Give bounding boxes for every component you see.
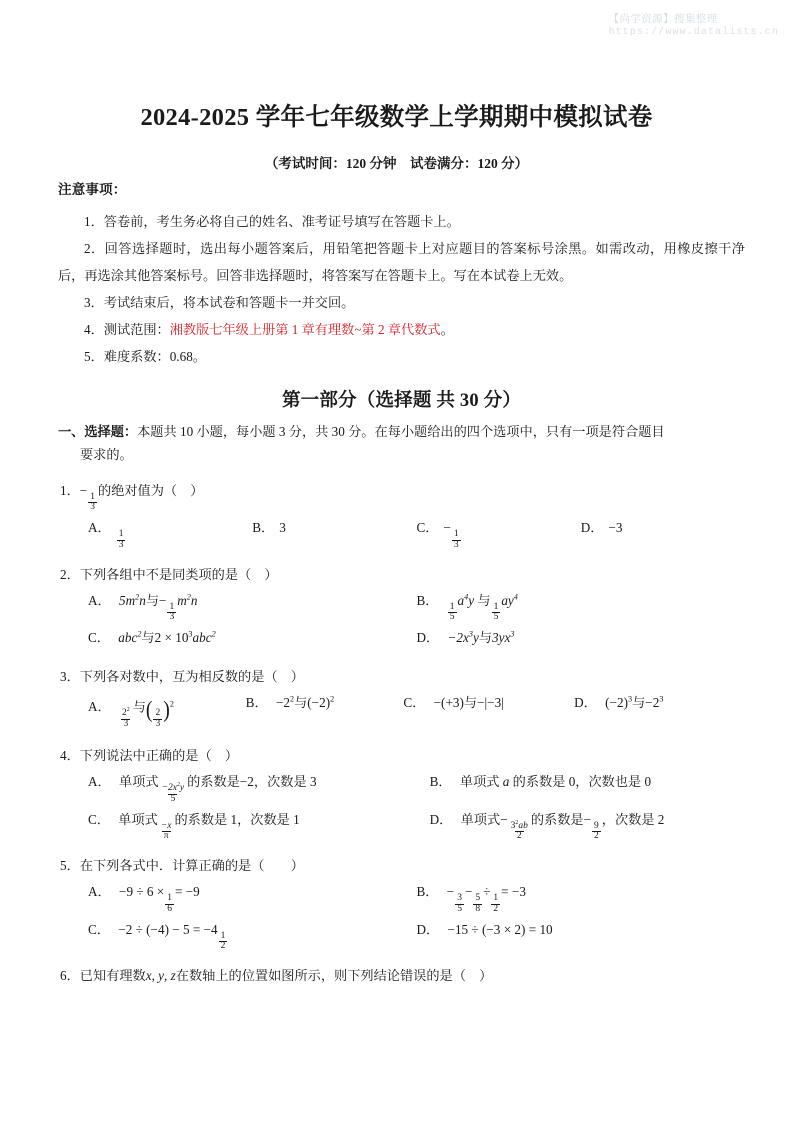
question-1-stem-tail: 的绝对值为（ ） bbox=[97, 482, 204, 498]
notice-item-2: 2．回答选择题时，选出每小题答案后，用铅笔把答题卡上对应题目的答案标号涂黑。如需改动，用橡皮擦干净后，再选涂其他答案标号。回答非选择题时，将答案写在答题卡上。写在本试卷上无效。 bbox=[58, 241, 745, 284]
option-c[interactable]: C． −(+3)与−|−3| bbox=[403, 694, 504, 710]
notice-item-4 bbox=[58, 316, 745, 343]
section-lead-text2: 要求的。 bbox=[80, 447, 133, 463]
watermark bbox=[609, 12, 779, 40]
option-a[interactable]: A． $\frac{2^2}{3}$ 与( $\frac{2}{3}$ )$^2$ bbox=[88, 697, 174, 730]
section-lead bbox=[58, 421, 745, 466]
option-b[interactable]: B． $-2^2$与$(-2)^2$ bbox=[245, 694, 335, 710]
notice-item-1: 1．答卷前，考生务必将自己的姓名、准考证号填写在答题卡上。 bbox=[84, 214, 460, 229]
question-1 bbox=[58, 479, 745, 551]
page-title: 2024-2025 学年七年级数学上学期期中模拟试卷 bbox=[140, 104, 653, 131]
fraction: $\frac{1}{3}$ bbox=[453, 529, 459, 550]
notice-item-5: 5．难度系数：0.68。 bbox=[84, 349, 206, 365]
question-4-options bbox=[58, 767, 745, 842]
minus-sign: − bbox=[79, 482, 88, 498]
question-3 bbox=[58, 665, 745, 733]
option-a[interactable]: A． $\frac{1}{3}$ bbox=[88, 520, 124, 550]
option-b[interactable]: B． 3 bbox=[252, 520, 286, 536]
option-c[interactable]: C． 单项式 $\frac{-x}{\pi}$ 的系数是 1，次数是 1 bbox=[88, 811, 300, 842]
notice-item-4-suffix: 。 bbox=[440, 322, 454, 338]
fraction-one-third: $\frac{1}{3}$ bbox=[90, 491, 95, 513]
question-6-stem: 6．已知有理数x, y, z在数轴上的位置如图所示，则下列结论错误的是（ ） bbox=[60, 967, 493, 983]
notice-item-4-scope: 湘教版七年级上册第 1 章有理数~第 2 章代数式 bbox=[169, 322, 441, 338]
option-d[interactable]: D． −3 bbox=[580, 520, 623, 536]
notice-item-4-prefix: 4．测试范围： bbox=[84, 322, 170, 338]
watermark-url: https://www.datalists.cn bbox=[608, 27, 779, 39]
question-5-stem: 5．在下列各式中．计算正确的是（ ） bbox=[60, 858, 304, 874]
watermark-source-label: 【尚学资源】搜集整理 bbox=[608, 13, 718, 25]
notice-heading: 注意事项： bbox=[58, 182, 127, 197]
option-b[interactable]: B． $\frac{1}{5}$ $a^4y$ 与 $\frac{1}{5}$ $ay^4$ bbox=[416, 592, 518, 623]
option-d[interactable]: D． 单项式− $\frac{3^2ab}{2}$ 的系数是− $\frac{9}{2}$ ，次数是 2 bbox=[429, 811, 665, 842]
question-5 bbox=[58, 854, 745, 952]
option-c[interactable]: C． − $\frac{1}{3}$ bbox=[416, 520, 459, 550]
question-2-stem: 2．下列各组中不是同类项的是（ ） bbox=[60, 566, 278, 582]
question-6 bbox=[58, 964, 745, 987]
option-a[interactable]: A． $5m^2n$与− $\frac{1}{3}$ $m^2n$ bbox=[88, 592, 198, 623]
question-1-stem bbox=[58, 479, 745, 513]
option-a[interactable]: A． −9 ÷ 6 × $\frac{1}{6}$ = −9 bbox=[88, 884, 200, 914]
section-lead-text: 本题共 10 小题，每小题 3 分，共 30 分。在每小题给出的四个选项中，只有一项是符合题目 bbox=[137, 424, 665, 440]
option-b[interactable]: B． 单项式 a 的系数是 0，次数也是 0 bbox=[429, 774, 652, 790]
question-2 bbox=[58, 563, 745, 653]
option-d[interactable]: D． −15 ÷ (−3 × 2) = 10 bbox=[416, 921, 553, 937]
part-title: 第一部分（选择题 共 30 分） bbox=[281, 391, 522, 412]
question-3-stem: 3．下列各对数中，互为相反数的是（ ） bbox=[60, 668, 304, 684]
question-3-options bbox=[58, 688, 745, 733]
notice-item-3: 3．考试结束后，将本试卷和答题卡一并交回。 bbox=[84, 295, 355, 311]
option-c[interactable]: C． abc$^2$与$2 \times 10^3abc^2$ bbox=[88, 629, 216, 645]
question-2-options bbox=[58, 586, 745, 653]
question-5-options bbox=[58, 877, 745, 952]
option-d[interactable]: D． $(-2)^3$与$-2^3$ bbox=[574, 694, 664, 710]
option-a[interactable]: A． 单项式 $\frac{-2x^2y}{5}$ 的系数是−2，次数是 3 bbox=[88, 774, 317, 805]
fraction: $\frac{1}{3}$ bbox=[118, 529, 124, 550]
question-1-number: 1． bbox=[60, 482, 80, 498]
exam-meta-subtitle: （考试时间：120 分钟 试卷满分：120 分） bbox=[264, 156, 529, 171]
option-c[interactable]: C． −2 ÷ (−4) − 5 = −4 $\frac{1}{2}$ bbox=[88, 921, 226, 952]
question-4 bbox=[58, 744, 745, 842]
question-4-stem: 4．下列说法中正确的是（ ） bbox=[60, 748, 239, 764]
option-b[interactable]: B． − $\frac{3}{5}$ − $\frac{5}{8}$ ÷ $\frac{1}{2}$ = −3 bbox=[416, 884, 526, 914]
section-lead-label: 一、选择题： bbox=[58, 424, 138, 440]
option-d[interactable]: D． $-2x^3y$与$3yx^3$ bbox=[416, 629, 515, 645]
question-1-options bbox=[58, 513, 745, 550]
exam-body bbox=[58, 178, 745, 987]
